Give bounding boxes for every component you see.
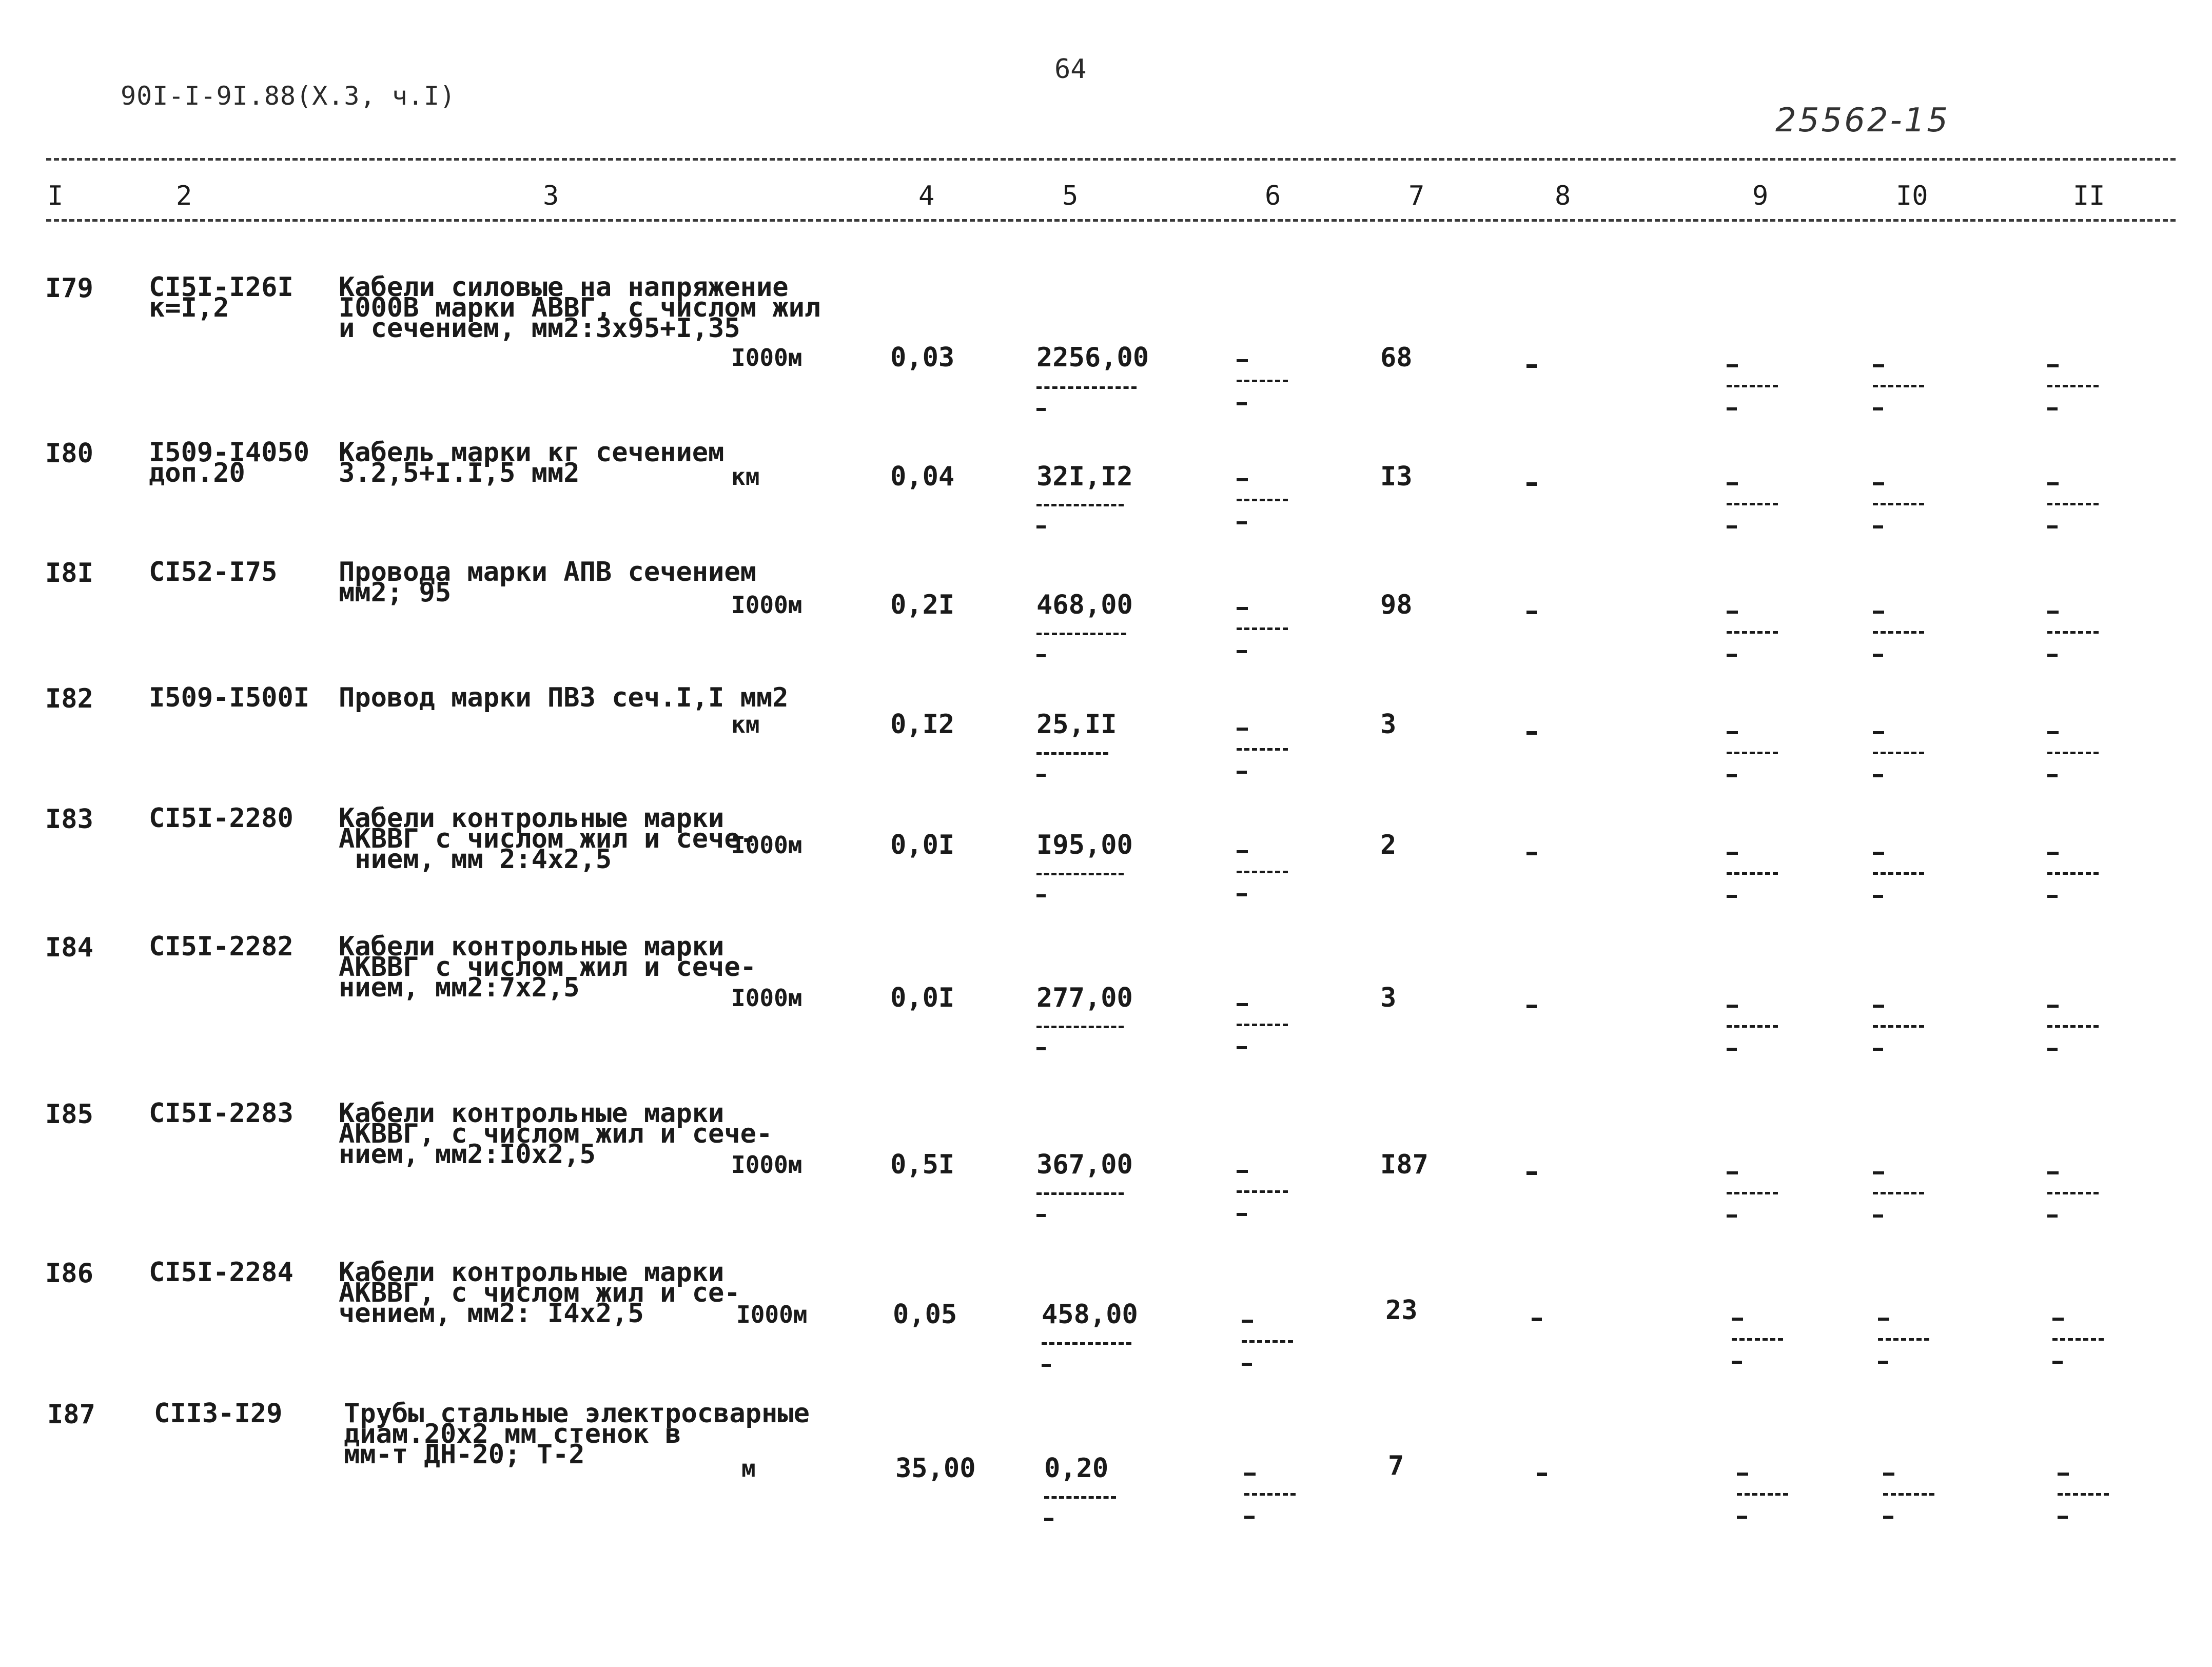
column-header: I	[47, 181, 64, 211]
price-fraction-dash	[1036, 774, 1046, 777]
column-header: 6	[1265, 181, 1281, 211]
row-number: I80	[45, 438, 93, 469]
row-quantity: 0,05	[893, 1299, 957, 1330]
dash-mark	[1526, 364, 1537, 368]
row-quantity: 0,03	[890, 342, 955, 373]
row-description: Кабели контрольные марки АКВВГ с числом жил и сече- нием, мм2:7х2,5	[339, 931, 756, 1003]
dash-fraction	[1737, 1473, 1793, 1529]
dash-fraction	[1237, 359, 1293, 416]
dash-mark	[1526, 1171, 1537, 1175]
dash-mark	[1526, 611, 1537, 614]
row-col7: 7	[1388, 1450, 1404, 1481]
row-code: CI5I-2284	[149, 1257, 293, 1288]
dash-fraction	[2047, 1005, 2104, 1061]
column-header: 3	[543, 181, 559, 211]
dash-fraction	[1878, 1318, 1934, 1374]
dash-fraction	[1883, 1473, 1940, 1529]
row-col7: 2	[1380, 830, 1397, 860]
price-fraction-line	[1036, 504, 1124, 506]
price-fraction-line	[1036, 386, 1137, 389]
dash-fraction	[1237, 1170, 1293, 1226]
row-unit: I000м	[731, 984, 802, 1012]
dash-fraction	[2047, 731, 2104, 788]
dash-fraction	[2047, 1171, 2104, 1228]
row-number: I85	[45, 1099, 93, 1130]
row-col7: 3	[1380, 709, 1397, 740]
document-code: 90I-I-9I.88(X.3, ч.I)	[121, 81, 456, 111]
column-header: 9	[1752, 181, 1769, 211]
row-price: 32I,I2	[1036, 461, 1133, 492]
price-fraction-line	[1036, 1192, 1124, 1195]
header-rule-top	[46, 158, 2176, 161]
dash-fraction	[1727, 611, 1783, 667]
column-header: II	[2073, 181, 2105, 211]
row-description: Трубы стальные электросварные диам.20х2 мм стенок в мм-т ДН-20; Т-2	[344, 1398, 810, 1470]
row-description: Кабели контрольные марки АКВВГ с числом жил и сече- нием, мм 2:4х2,5	[339, 803, 756, 875]
row-code: CI5I-2280	[149, 803, 293, 834]
dash-fraction	[2058, 1473, 2114, 1529]
column-header: 5	[1062, 181, 1079, 211]
price-fraction-line	[1036, 1026, 1124, 1028]
dash-fraction	[1873, 364, 1929, 421]
dash-fraction	[1727, 364, 1783, 421]
row-price: 277,00	[1036, 983, 1133, 1013]
row-number: I8I	[45, 558, 93, 589]
row-unit: I000м	[731, 591, 802, 619]
row-unit: I000м	[731, 344, 802, 371]
row-code: CII3-I29	[154, 1398, 283, 1429]
row-unit: I000м	[731, 831, 802, 859]
row-col7: 98	[1380, 590, 1413, 620]
handwritten-number: 25562-15	[1775, 102, 1950, 140]
price-fraction-dash	[1036, 894, 1046, 897]
price-fraction-dash	[1036, 1214, 1046, 1217]
dash-fraction	[2052, 1318, 2109, 1374]
dash-fraction	[1873, 482, 1929, 539]
dash-fraction	[2047, 852, 2104, 908]
row-quantity: 0,2I	[890, 590, 955, 620]
row-description: Провод марки ПВЗ сеч.I,I мм2	[339, 682, 789, 713]
dash-fraction	[1873, 731, 1929, 788]
row-number: I82	[45, 683, 93, 714]
price-fraction-dash	[1036, 654, 1046, 657]
price-fraction-line	[1042, 1342, 1131, 1345]
dash-mark	[1526, 852, 1537, 855]
row-unit: м	[741, 1455, 756, 1482]
row-description: Кабель марки кг сечением 3.2,5+I.I,5 мм2	[339, 437, 725, 488]
dash-fraction	[2047, 611, 2104, 667]
dash-fraction	[1727, 1171, 1783, 1228]
dash-fraction	[1237, 607, 1293, 663]
column-header: I0	[1896, 181, 1928, 211]
dash-fraction	[1727, 1005, 1783, 1061]
row-price: 25,II	[1036, 709, 1117, 740]
price-fraction-dash	[1036, 408, 1046, 411]
price-fraction-line	[1044, 1496, 1116, 1499]
row-price: 0,20	[1044, 1453, 1109, 1484]
row-code: I509-I500I	[149, 682, 310, 713]
dash-mark	[1526, 731, 1537, 735]
row-quantity: 0,0I	[890, 830, 955, 860]
row-quantity: 0,5I	[890, 1149, 955, 1180]
row-number: I84	[45, 932, 93, 963]
dash-fraction	[1873, 852, 1929, 908]
dash-fraction	[1873, 1005, 1929, 1061]
dash-fraction	[1237, 478, 1293, 535]
row-code: I509-I4050 доп.20	[149, 437, 310, 488]
price-fraction-dash	[1036, 1047, 1046, 1050]
row-quantity: 0,I2	[890, 709, 955, 740]
dash-fraction	[1873, 1171, 1929, 1228]
row-code: CI5I-2282	[149, 931, 293, 962]
row-description: Кабели контрольные марки АКВВГ, с числом жил и сече- нием, мм2:I0х2,5	[339, 1098, 773, 1170]
row-col7: I3	[1380, 461, 1413, 492]
row-unit: I000м	[736, 1301, 808, 1328]
price-fraction-dash	[1044, 1518, 1053, 1521]
row-number: I79	[45, 273, 93, 304]
row-col7: 23	[1385, 1295, 1418, 1326]
row-description: Кабели силовые на напряжение I000В марки АВВГ, с числом жил и сечением, мм2:3х95+I,35	[339, 272, 821, 344]
dash-fraction	[1242, 1320, 1298, 1376]
dash-fraction	[2047, 482, 2104, 539]
row-col7: 3	[1380, 983, 1397, 1013]
price-fraction-dash	[1042, 1364, 1051, 1367]
column-header: 8	[1555, 181, 1571, 211]
row-quantity: 0,0I	[890, 983, 955, 1013]
column-header: 2	[176, 181, 192, 211]
row-number: I86	[45, 1258, 93, 1289]
dash-fraction	[1237, 850, 1293, 907]
dash-fraction	[1732, 1318, 1788, 1374]
dash-fraction	[1244, 1473, 1301, 1529]
row-col7: 68	[1380, 342, 1413, 373]
row-price: 468,00	[1036, 590, 1133, 620]
row-price: I95,00	[1036, 830, 1133, 860]
row-price: 367,00	[1036, 1149, 1133, 1180]
price-fraction-dash	[1036, 525, 1046, 528]
dash-fraction	[2047, 364, 2104, 421]
dash-fraction	[1727, 482, 1783, 539]
dash-fraction	[1727, 852, 1783, 908]
row-quantity: 35,00	[895, 1453, 976, 1484]
price-fraction-line	[1036, 633, 1126, 635]
dash-fraction	[1873, 611, 1929, 667]
row-description: Провода марки АПВ сечением мм2; 95	[339, 557, 756, 608]
row-number: I87	[47, 1399, 95, 1430]
dash-mark	[1526, 1005, 1537, 1008]
row-code: CI5I-2283	[149, 1098, 293, 1129]
row-price: 2256,00	[1036, 342, 1149, 373]
price-fraction-line	[1036, 752, 1108, 755]
row-description: Кабели контрольные марки АКВВГ, с числом жил и се- чением, мм2: I4х2,5	[339, 1257, 740, 1329]
header-rule-bottom	[46, 219, 2176, 222]
dash-fraction	[1727, 731, 1783, 788]
row-price: 458,00	[1042, 1299, 1138, 1330]
dash-fraction	[1237, 1003, 1293, 1060]
page-number: 64	[1054, 54, 1087, 85]
row-code: CI52-I75	[149, 557, 278, 587]
row-number: I83	[45, 804, 93, 835]
dash-mark	[1537, 1473, 1547, 1476]
row-code: CI5I-I26I к=I,2	[149, 272, 293, 323]
row-unit: I000м	[731, 1151, 802, 1179]
price-fraction-line	[1036, 873, 1124, 875]
row-unit: км	[731, 711, 760, 738]
row-quantity: 0,04	[890, 461, 955, 492]
dash-mark	[1532, 1318, 1542, 1321]
row-unit: км	[731, 463, 760, 491]
row-col7: I87	[1380, 1149, 1428, 1180]
dash-mark	[1526, 482, 1537, 486]
column-header: 4	[918, 181, 935, 211]
column-header: 7	[1408, 181, 1425, 211]
dash-fraction	[1237, 728, 1293, 784]
